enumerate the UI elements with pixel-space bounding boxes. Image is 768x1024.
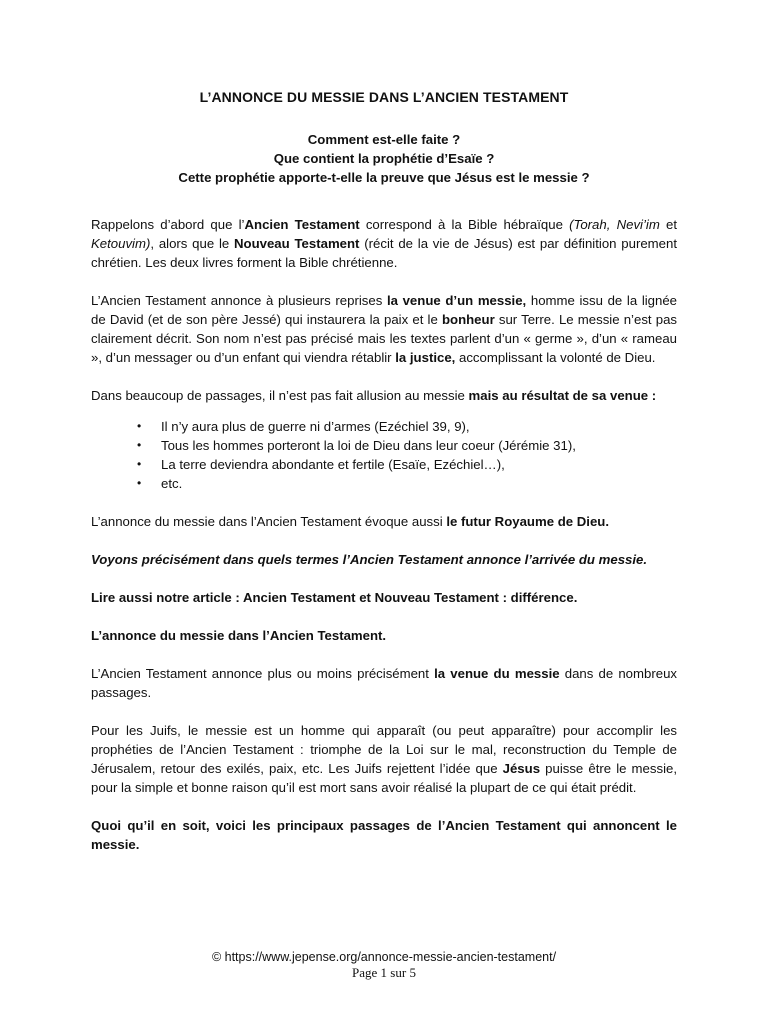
- italic-text: (Torah, Nevi’im: [569, 217, 660, 232]
- paragraph-announcement: [91, 664, 677, 702]
- paragraph-messiah-announcement: [91, 291, 677, 367]
- heading-text: L’annonce du messie dans l’Ancien Testament.: [91, 628, 387, 643]
- text: homme issu de la lignée de David (et de son père Jessé) qui instaurera la paix et le: [91, 293, 678, 327]
- text: Pour les Juifs, le messie est un homme qui apparaît (ou peut apparaître) pour accomplir les prophéties de l’Ancien Testament : triomphe de la Loi sur le mal, reconstruction du Temple de Jérusalem, retour des exilés, paix, etc. Les Juifs rejettent l’idée que: [91, 723, 677, 776]
- bold-text: le futur Royaume de Dieu.: [446, 514, 610, 529]
- paragraph-read-also-link[interactable]: [91, 588, 677, 607]
- bold-text: Quoi qu’il en soit, voici les principaux passages de l’Ancien Testament qui annoncent le messie.: [91, 818, 677, 852]
- question-1: Comment est-elle faite ?: [307, 132, 461, 147]
- paragraph-emphasis: [91, 550, 677, 569]
- paragraph-result-intro: [91, 386, 677, 405]
- bold-text: Jésus: [502, 761, 541, 776]
- text: Rappelons d’abord que l’: [91, 217, 245, 232]
- bold-text: Ancien Testament: [244, 217, 360, 232]
- section-heading: [91, 626, 677, 645]
- question-2: Que contient la prophétie d’Esaïe ?: [273, 151, 495, 166]
- bold-text: bonheur: [441, 312, 495, 327]
- page-footer: [0, 949, 768, 981]
- page-number: Page 1 sur 5: [352, 965, 416, 980]
- text: puisse être le messie, pour la simple et bonne raison qu’il est mort sans avoir réalisé la plupart de ce qui était prédit.: [91, 761, 677, 795]
- paragraph-intro: [91, 215, 677, 272]
- bold-text: mais au résultat de sa venue :: [468, 388, 657, 403]
- document-title: L’ANNONCE DU MESSIE DANS L’ANCIEN TESTAMENT: [199, 89, 569, 105]
- bold-text: la justice,: [395, 350, 456, 365]
- text: accomplissant la volonté de Dieu.: [455, 350, 656, 365]
- document-body: [91, 88, 677, 873]
- list-item: • Tous les hommes porteront la loi de Dieu dans leur coeur (Jérémie 31),: [161, 436, 677, 455]
- text: et: [659, 217, 678, 232]
- question-3: Cette prophétie apporte-t-elle la preuve que Jésus est le messie ?: [178, 170, 590, 185]
- text: sur Terre. Le messie n’est pas clairement décrit. Son nom n’est pas précisé mais les textes parlent d’un « germe », d’un « rameau », d’un messager ou d’un enfant qui viendra rétablir: [91, 312, 677, 365]
- text: , alors que le: [150, 236, 234, 251]
- italic-text: Ketouvim): [91, 236, 151, 251]
- text: L’annonce du messie dans l’Ancien Testament évoque aussi: [91, 514, 447, 529]
- text: (récit de la vie de Jésus) est par définition purement chrétien. Les deux livres forment la Bible chrétienne.: [91, 236, 677, 270]
- list-item: • etc.: [161, 474, 677, 493]
- text: L’Ancien Testament annonce à plusieurs reprises: [91, 293, 387, 308]
- text: correspond à la Bible hébraïque: [359, 217, 570, 232]
- list-item: • Il n’y aura plus de guerre ni d’armes (Ezéchiel 39, 9),: [161, 417, 677, 436]
- paragraph-conclusion: [91, 816, 677, 854]
- bold-text: Nouveau Testament: [234, 236, 360, 251]
- text: L’Ancien Testament annonce plus ou moins précisément: [91, 666, 435, 681]
- bold-italic-text: Voyons précisément dans quels termes l’Ancien Testament annonce l’arrivée du messie.: [91, 552, 648, 567]
- paragraph-jews: [91, 721, 677, 797]
- question-list: [91, 130, 677, 187]
- footer-url[interactable]: © https://www.jepense.org/annonce-messie-ancien-testament/: [211, 950, 557, 964]
- list-item: • La terre deviendra abondante et fertile (Esaïe, Ezéchiel…),: [161, 455, 677, 474]
- bold-text: la venue du messie: [434, 666, 560, 681]
- paragraph-kingdom: [91, 512, 677, 531]
- text: dans de nombreux passages.: [91, 666, 677, 700]
- bullet-list: [91, 417, 677, 493]
- bold-text: la venue d’un messie,: [386, 293, 527, 308]
- read-also-text[interactable]: Lire aussi notre article : Ancien Testament et Nouveau Testament : différence.: [91, 590, 578, 605]
- text: Dans beaucoup de passages, il n’est pas fait allusion au messie: [91, 388, 469, 403]
